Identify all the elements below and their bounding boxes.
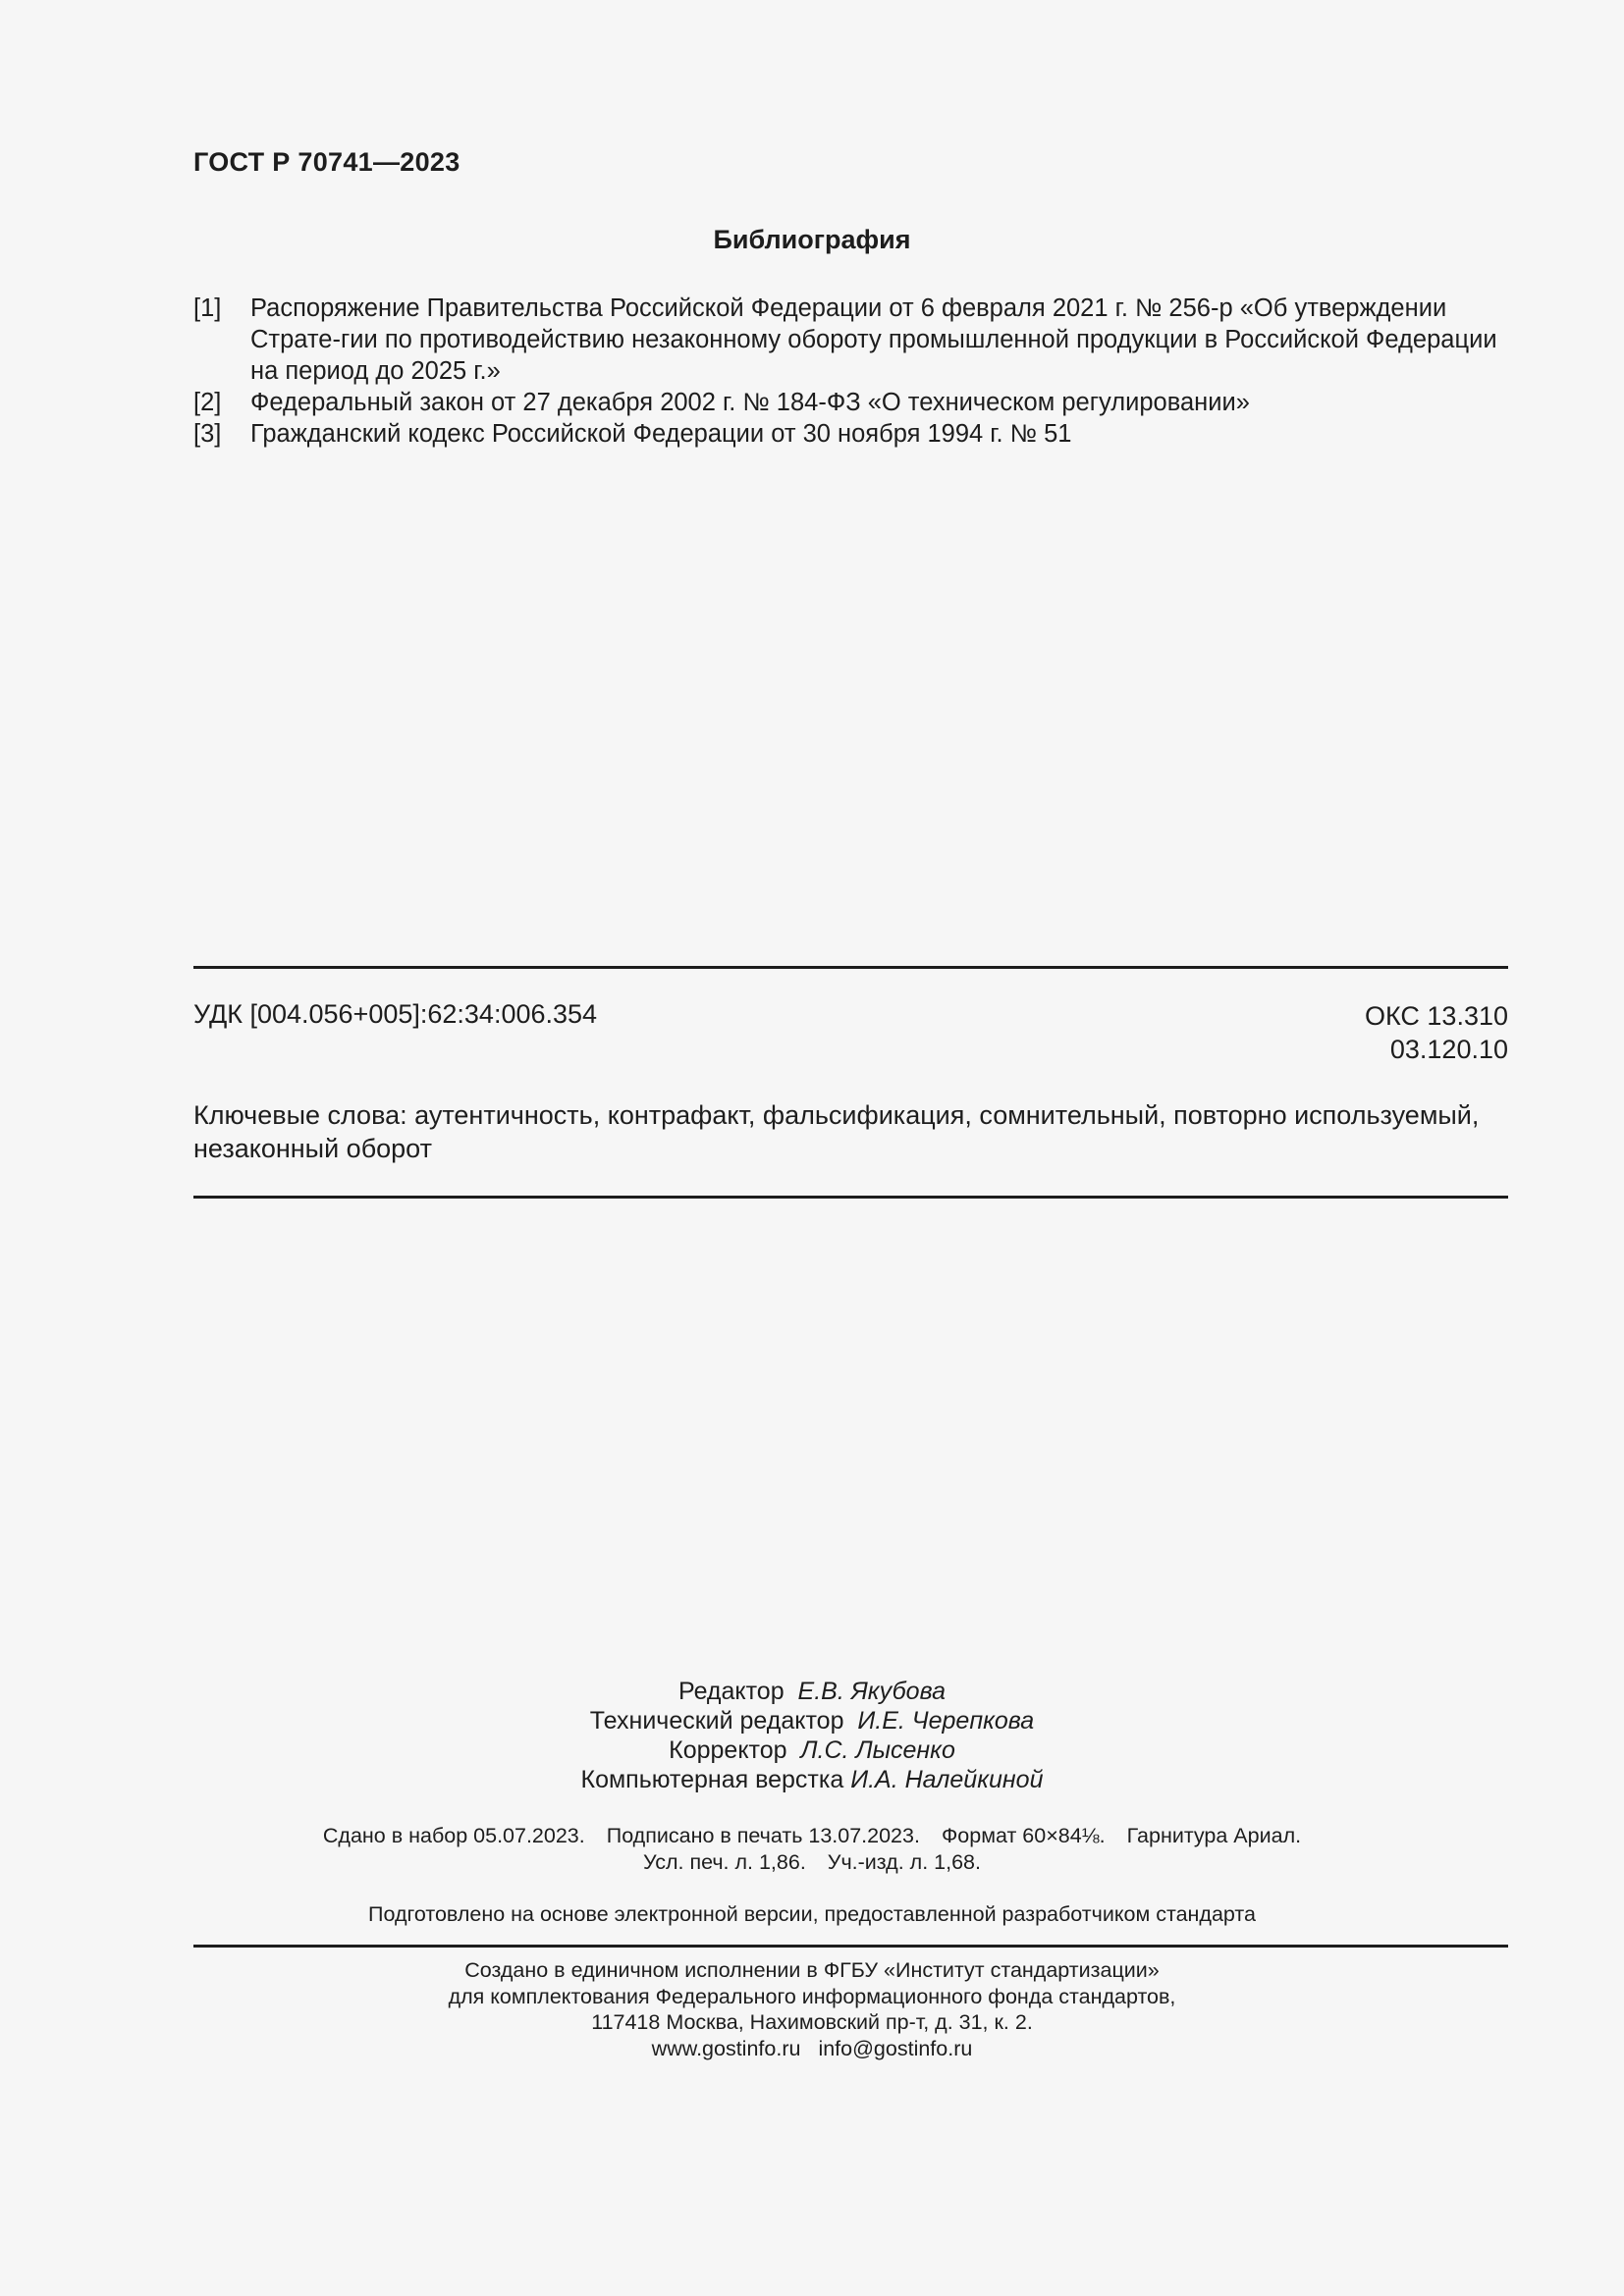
keywords-divider	[193, 1196, 1508, 1199]
editor-name: Е.В. Якубова	[797, 1678, 946, 1705]
editor-line	[0, 1677, 1624, 1706]
typeset-date: Сдано в набор 05.07.2023.	[322, 1824, 585, 1847]
email-link[interactable]: info@gostinfo.ru	[818, 2036, 973, 2060]
layout-line	[0, 1765, 1624, 1794]
signed-date: Подписано в печать 13.07.2023.	[606, 1824, 920, 1847]
top-divider	[193, 966, 1508, 969]
oks-line-1: ОКС 13.310	[1364, 1001, 1508, 1031]
document-code: ГОСТ Р 70741—2023	[193, 147, 460, 177]
print-info-line-2	[0, 1849, 1624, 1876]
tech-editor-line	[0, 1706, 1624, 1735]
bibliography-item	[193, 387, 1507, 418]
bibliography-item-number: [2]	[193, 389, 222, 416]
imprint-divider	[193, 1945, 1508, 1948]
layout-label: Компьютерная верстка	[580, 1766, 844, 1793]
bibliography-item-text: Гражданский кодекс Российской Федерации от 30 ноября 1994 г. № 51	[250, 420, 1072, 448]
keywords: Ключевые слова: аутентичность, контрафакт, фальсификация, сомнительный, повторно используемый, незаконный оборот	[193, 1100, 1480, 1163]
bibliography-item-text: Федеральный закон от 27 декабря 2002 г. № 184-ФЗ «О техническом регулировании»	[250, 389, 1250, 416]
bibliography-item-number: [1]	[193, 294, 222, 322]
bibliography-item-text: Распоряжение Правительства Российской Федерации от 6 февраля 2021 г. № 256-р «Об утверждении Страте-гии по противодействию незаконному обороту промышленной продукции в Российской Федерации на период до 2025 г.»	[250, 294, 1497, 385]
publisher-contacts	[0, 2036, 1624, 2062]
bibliography-list	[193, 293, 1507, 450]
publisher-info	[0, 1957, 1624, 2061]
print-info-line-1	[0, 1823, 1624, 1849]
editorial-staff	[0, 1677, 1624, 1794]
print-format: Формат 60×84⅛.	[941, 1824, 1106, 1847]
editor-label: Редактор	[678, 1678, 785, 1705]
print-sheets: Усл. печ. л. 1,86.	[642, 1850, 806, 1874]
created-line-1: Создано в единичном исполнении в ФГБУ «Институт стандартизации»	[464, 1958, 1160, 1982]
publisher-address: 117418 Москва, Нахимовский пр-т, д. 31, к. 2.	[591, 2010, 1033, 2034]
layout-name: И.А. Налейкиной	[850, 1766, 1044, 1793]
corrector-name: Л.С. Лысенко	[800, 1736, 955, 1764]
edition-sheets: Уч.-изд. л. 1,68.	[827, 1850, 981, 1874]
bibliography-item-number: [3]	[193, 420, 222, 448]
website-link[interactable]: www.gostinfo.ru	[651, 2036, 801, 2060]
oks-line-2: 03.120.10	[1389, 1035, 1508, 1064]
tech-editor-label: Технический редактор	[589, 1707, 844, 1735]
oks-code	[1365, 999, 1508, 1066]
bibliography-item	[193, 293, 1507, 387]
bibliography-title: Библиография	[713, 225, 911, 254]
bibliography-item	[193, 418, 1507, 450]
tech-editor-name: И.Е. Черепкова	[857, 1707, 1035, 1735]
prepared-note: Подготовлено на основе электронной версии, предоставленной разработчиком стандарта	[368, 1902, 1256, 1926]
corrector-line	[0, 1735, 1624, 1765]
corrector-label: Корректор	[669, 1736, 787, 1764]
typeface: Гарнитура Ариал.	[1126, 1824, 1302, 1847]
udk-code: УДК [004.056+005]:62:34:006.354	[193, 999, 598, 1029]
created-line-2: для комплектования Федерального информационного фонда стандартов,	[448, 1984, 1176, 2008]
print-info	[0, 1823, 1624, 1876]
